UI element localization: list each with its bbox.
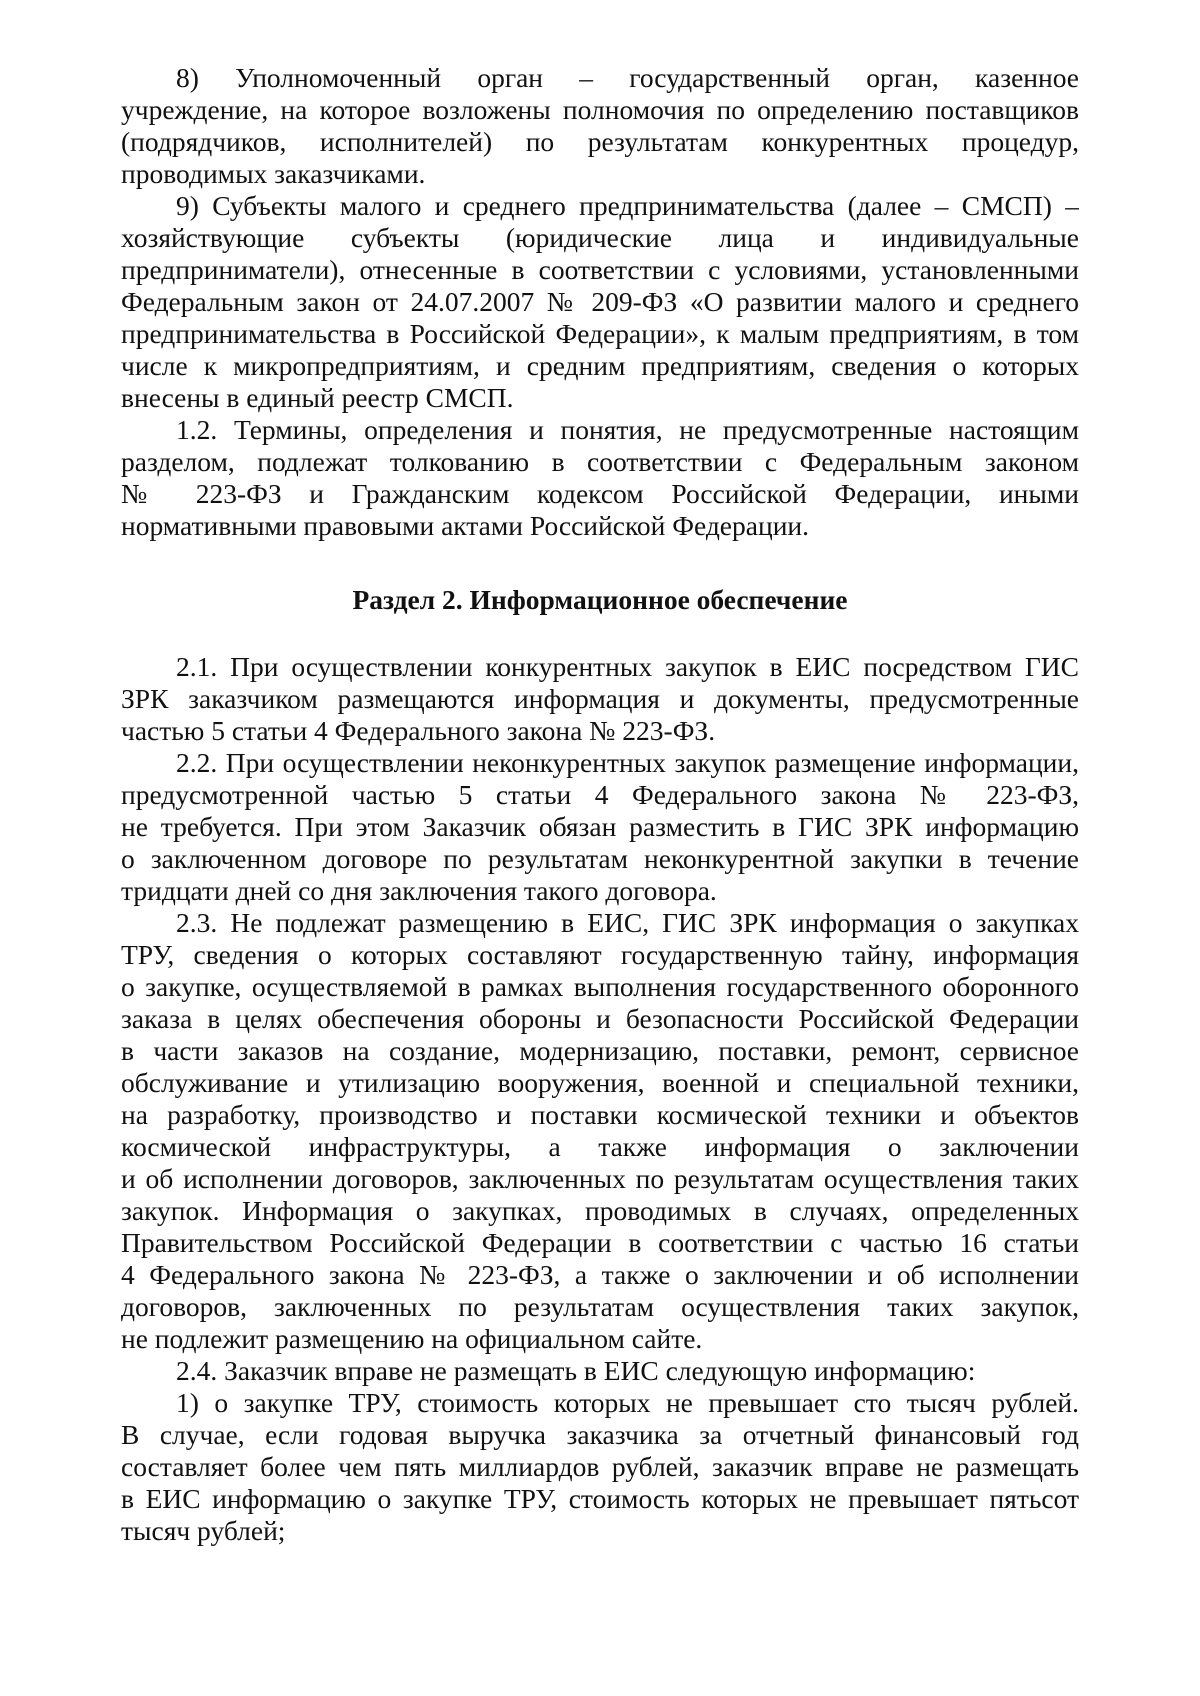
text-line: о закупке, осуществляемой в рамках выполнения государственного оборонного xyxy=(121,971,1079,1002)
text-line: учреждение, на которое возложены полномочия по определению поставщиков xyxy=(121,94,1079,125)
text-line: 1) о закупке ТРУ, стоимость которых не превышает сто тысяч рублей. xyxy=(176,1387,1079,1418)
text-line: частью 5 статьи 4 Федерального закона № 223-ФЗ. xyxy=(121,715,716,746)
text-line: хозяйствующие субъекты (юридические лица и индивидуальные xyxy=(121,222,1079,253)
text-line: тридцати дней со дня заключения такого договора. xyxy=(121,875,717,906)
text-line: (подрядчиков, исполнителей) по результатам конкурентных процедур, xyxy=(121,126,1079,157)
text-line: В случае, если годовая выручка заказчика за отчетный финансовый год xyxy=(121,1419,1079,1450)
text-line: космической инфраструктуры, а также информация о заключении xyxy=(121,1131,1079,1162)
section-heading: Раздел 2. Информационное обеспечение xyxy=(352,584,848,615)
text-line: разделом, подлежат толкованию в соответствии с Федеральным законом xyxy=(121,446,1079,477)
text-line: не требуется. При этом Заказчик обязан разместить в ГИС ЗРК информацию xyxy=(121,811,1079,842)
text-line: 2.1. При осуществлении конкурентных закупок в ЕИС посредством ГИС xyxy=(176,651,1079,682)
text-line: в ЕИС информацию о закупке ТРУ, стоимость которых не превышает пятьсот xyxy=(121,1483,1079,1514)
text-line: на разработку, производство и поставки космической техники и объектов xyxy=(121,1099,1079,1130)
text-line: и об исполнении договоров, заключенных по результатам осуществления таких xyxy=(121,1163,1079,1194)
text-line: заказа в целях обеспечения обороны и безопасности Российской Федерации xyxy=(121,1003,1079,1034)
text-line: предприниматели), отнесенные в соответствии с условиями, установленными xyxy=(121,254,1079,285)
text-line: Правительством Российской Федерации в соответствии с частью 16 статьи xyxy=(121,1227,1079,1258)
text-line: предпринимательства в Российской Федерации», к малым предприятиям, в том xyxy=(121,318,1079,349)
text-line: ЗРК заказчиком размещаются информация и документы, предусмотренные xyxy=(121,683,1079,714)
text-line: Федеральным закон от 24.07.2007 № 209-ФЗ «О развитии малого и среднего xyxy=(121,286,1079,317)
text-line: 2.3. Не подлежат размещению в ЕИС, ГИС ЗРК информация о закупках xyxy=(176,907,1079,938)
text-line: тысяч рублей; xyxy=(121,1515,286,1546)
text-line: предусмотренной частью 5 статьи 4 Федерального закона № 223-ФЗ, xyxy=(121,779,1079,810)
text-line: 2.2. При осуществлении неконкурентных закупок размещение информации, xyxy=(176,747,1079,778)
text-line: 1.2. Термины, определения и понятия, не предусмотренные настоящим xyxy=(176,414,1079,445)
text-line: ТРУ, сведения о которых составляют государственную тайну, информация xyxy=(121,939,1079,970)
text-line: нормативными правовыми актами Российской Федерации. xyxy=(121,510,809,541)
text-line: № 223-ФЗ и Гражданским кодексом Российской Федерации, иными xyxy=(121,478,1079,509)
text-line: закупок. Информация о закупках, проводимых в случаях, определенных xyxy=(121,1195,1079,1226)
text-line: числе к микропредприятиям, и средним предприятиям, сведения о которых xyxy=(121,350,1079,381)
text-line: составляет более чем пять миллиардов рублей, заказчик вправе не размещать xyxy=(121,1451,1079,1482)
text-line: 8) Уполномоченный орган – государственный орган, казенное xyxy=(176,62,1079,93)
text-line: договоров, заключенных по результатам осуществления таких закупок, xyxy=(121,1291,1079,1322)
text-line: проводимых заказчиками. xyxy=(121,158,426,189)
text-line: о заключенном договоре по результатам неконкурентной закупки в течение xyxy=(121,843,1079,874)
text-line: не подлежит размещению на официальном сайте. xyxy=(121,1323,703,1354)
text-line: 9) Субъекты малого и среднего предпринимательства (далее – СМСП) – xyxy=(176,190,1079,221)
text-line: в части заказов на создание, модернизацию, поставки, ремонт, сервисное xyxy=(121,1035,1079,1066)
text-line: обслуживание и утилизацию вооружения, военной и специальной техники, xyxy=(121,1067,1079,1098)
text-line: внесены в единый реестр СМСП. xyxy=(121,382,514,413)
text-line: 2.4. Заказчик вправе не размещать в ЕИС следующую информацию: xyxy=(176,1355,976,1386)
text-line: 4 Федерального закона № 223-ФЗ, а также о заключении и об исполнении xyxy=(121,1259,1079,1290)
